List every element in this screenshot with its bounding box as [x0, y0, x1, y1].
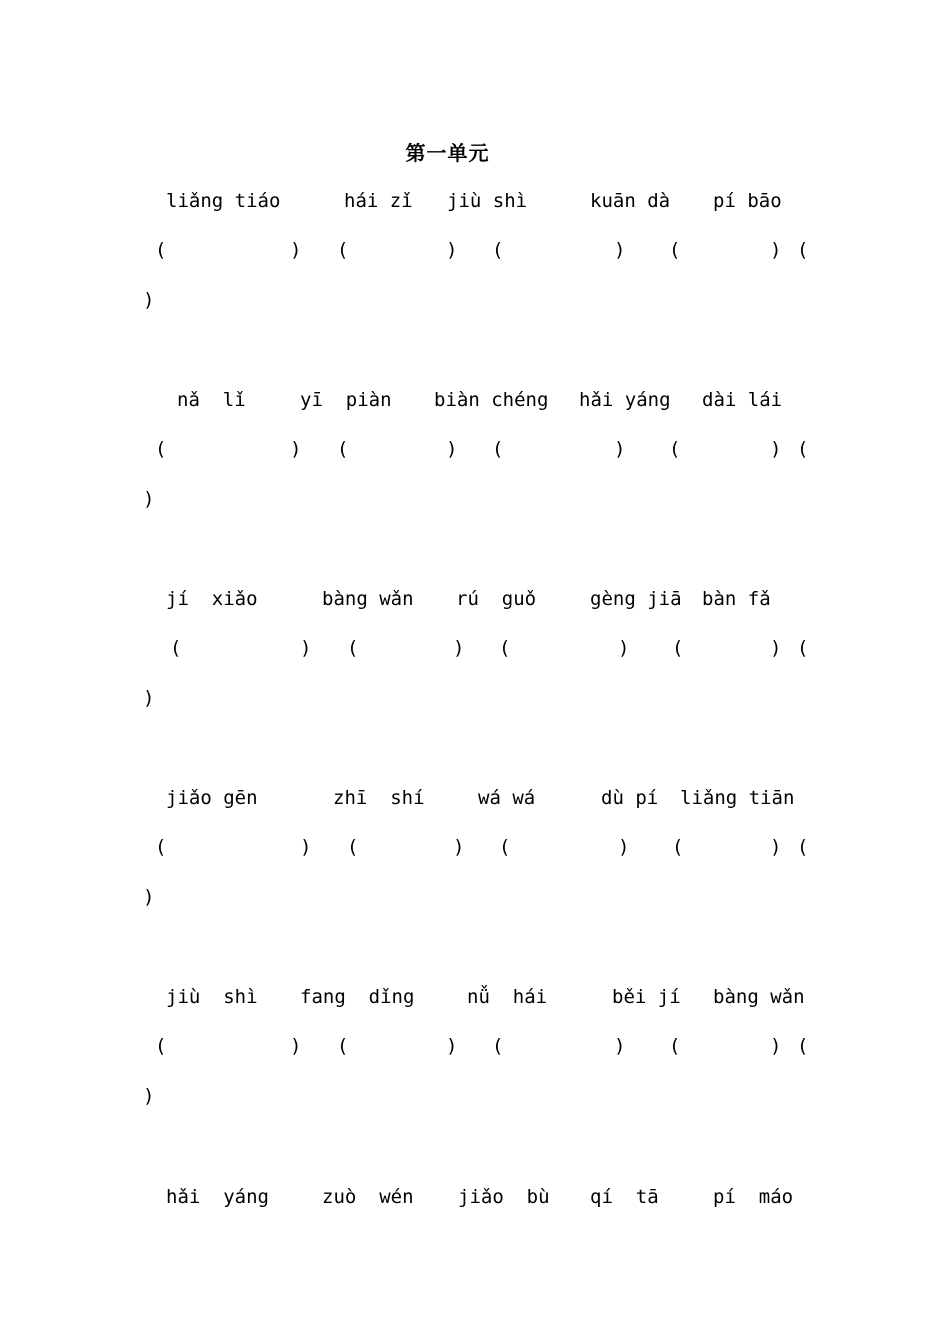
pinyin-word: jiǎo bù	[458, 1186, 550, 1208]
paren-close: )	[453, 637, 465, 659]
paren-close: )	[446, 438, 458, 460]
pinyin-word: zuò wén	[322, 1186, 414, 1208]
paren-open: (	[669, 438, 681, 460]
paren-open: (	[797, 637, 809, 659]
pinyin-word: pí bāo	[713, 190, 782, 212]
paren-close: )	[290, 1035, 302, 1057]
pinyin-word: kuān dà	[590, 190, 671, 212]
pinyin-word: jiù shì	[166, 986, 258, 1008]
pinyin-word: jiǎo gēn	[166, 787, 258, 809]
pinyin-word: nǚ hái	[467, 986, 548, 1008]
pinyin-word: hǎi yáng	[579, 389, 671, 411]
paren-close: )	[614, 239, 626, 261]
pinyin-word: hái zǐ	[344, 190, 413, 212]
paren-open: (	[797, 438, 809, 460]
paren-close: )	[446, 239, 458, 261]
paren-close: )	[770, 239, 782, 261]
paren-open: (	[669, 239, 681, 261]
paren-open: (	[669, 1035, 681, 1057]
paren-close: )	[453, 836, 465, 858]
paren-open: (	[347, 637, 359, 659]
pinyin-word: wá wá	[478, 787, 536, 809]
paren-open: (	[492, 438, 504, 460]
paren-close: )	[300, 637, 312, 659]
paren-open: (	[492, 239, 504, 261]
pinyin-word: bàn fǎ	[702, 588, 771, 610]
paren-close: )	[614, 438, 626, 460]
paren-close: )	[446, 1035, 458, 1057]
pinyin-word: bàng wǎn	[713, 986, 805, 1008]
paren-close: )	[290, 239, 302, 261]
pinyin-word: běi jí	[612, 986, 681, 1008]
paren-close: )	[614, 1035, 626, 1057]
pinyin-word: rú guǒ	[456, 588, 537, 610]
paren-open: (	[672, 836, 684, 858]
paren-open: (	[337, 239, 349, 261]
paren-close: )	[143, 687, 155, 709]
pinyin-word: pí máo	[713, 1186, 794, 1208]
paren-close: )	[770, 1035, 782, 1057]
pinyin-word: biàn chéng	[434, 389, 549, 411]
paren-close: )	[770, 637, 782, 659]
pinyin-word: yī piàn	[300, 389, 392, 411]
paren-open: (	[347, 836, 359, 858]
pinyin-word: zhī shí	[333, 787, 425, 809]
paren-open: (	[155, 1035, 167, 1057]
paren-open: (	[155, 239, 167, 261]
pinyin-word: qí tā	[590, 1186, 659, 1208]
paren-open: (	[337, 1035, 349, 1057]
pinyin-word: hǎi yáng	[166, 1186, 269, 1208]
paren-close: )	[290, 438, 302, 460]
paren-close: )	[770, 438, 782, 460]
paren-open: (	[797, 239, 809, 261]
paren-open: (	[672, 637, 684, 659]
paren-open: (	[155, 836, 167, 858]
paren-open: (	[797, 836, 809, 858]
pinyin-word: liǎng tiáo	[166, 190, 281, 212]
paren-open: (	[797, 1035, 809, 1057]
paren-close: )	[143, 488, 155, 510]
pinyin-word: gèng jiā	[590, 588, 682, 610]
pinyin-word: dài lái	[702, 389, 783, 411]
paren-close: )	[618, 637, 630, 659]
paren-close: )	[143, 886, 155, 908]
pinyin-word: liǎng tiān	[680, 787, 795, 809]
paren-close: )	[300, 836, 312, 858]
paren-open: (	[492, 1035, 504, 1057]
paren-open: (	[155, 438, 167, 460]
paren-close: )	[143, 1085, 155, 1107]
paren-close: )	[618, 836, 630, 858]
pinyin-word: bàng wǎn	[322, 588, 414, 610]
pinyin-word: jí xiǎo	[166, 588, 258, 610]
paren-open: (	[337, 438, 349, 460]
paren-open: (	[499, 836, 511, 858]
pinyin-word: dù pí	[601, 787, 659, 809]
paren-close: )	[143, 289, 155, 311]
paren-open: (	[170, 637, 182, 659]
page-title: 第一单元	[405, 141, 490, 165]
pinyin-word: fang dǐng	[300, 986, 415, 1008]
paren-close: )	[770, 836, 782, 858]
paren-open: (	[499, 637, 511, 659]
pinyin-word: jiù shì	[447, 190, 528, 212]
pinyin-word: nǎ lǐ	[177, 389, 246, 411]
